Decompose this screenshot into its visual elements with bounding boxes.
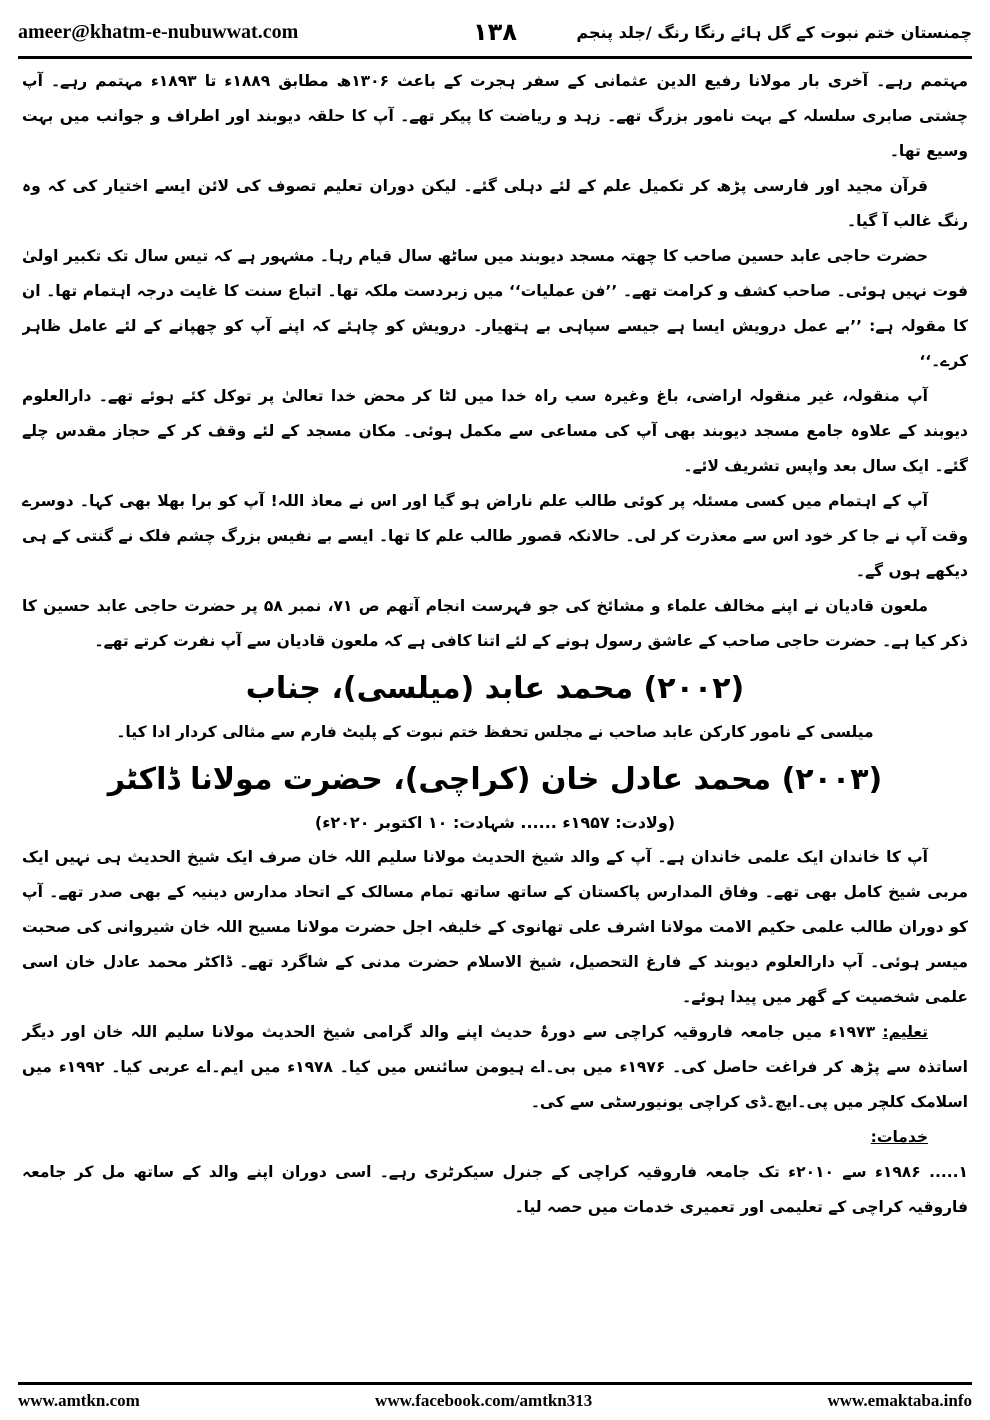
services-marker: ۱..... xyxy=(929,1163,968,1181)
footer-link-facebook: www.facebook.com/amtkn313 xyxy=(375,1391,593,1410)
services-paragraph xyxy=(22,1155,968,1225)
education-paragraph xyxy=(22,1015,968,1120)
paragraph: ملعون قادیان نے اپنے مخالف علماء و مشائخ کی جو فہرست انجام آتھم ص ۷۱، نمبر ۵۸ پر حضرت حاجی عابد حسین کا ذکر کیا ہے۔ حضرت حاجی صاحب کے عاشق رسول ہونے کے لئے اتنا کافی ہے کہ ملعون قادیان سے آپ نفرت کرتے تھے۔ xyxy=(22,597,968,650)
footer-rule xyxy=(18,1382,972,1385)
paragraph: حضرت حاجی عابد حسین صاحب کا چھتہ مسجد دیوبند میں ساٹھ سال قیام رہا۔ مشہور ہے کہ تیس سال تک تکبیر اولیٰ فوت نہیں ہوئی۔ صاحب کشف و کرامت تھے۔ ’’فن عملیات‘‘ میں زبردست ملکہ تھا۔ اتباع سنت کا غایت درجہ اہتمام تھا۔ ان کا مقولہ ہے: ’’بے عمل درویش ایسا ہے جیسے سپاہی بے ہتھیار۔ درویش کو چاہئے کہ اپنے آپ کو چھپانے کے لئے عامل ظاہر کرے۔‘‘ xyxy=(22,247,968,370)
services-heading-line xyxy=(22,1120,968,1155)
services-text: ۱۹۸۶ء سے ۲۰۱۰ء تک جامعہ فاروقیہ کراچی کے جنرل سیکرٹری رہے۔ اسی دوران اپنے والد کے ساتھ مل کر جامعہ فاروقیہ کراچی کے تعلیمی اور تعمیری خدمات میں حصہ لیا۔ xyxy=(22,1163,968,1216)
book-title: چمنستان ختم نبوت کے گل ہائے رنگا رنگ /جلد پنجم xyxy=(576,22,972,42)
footer-link-amtkn: www.amtkn.com xyxy=(18,1391,140,1410)
entry-heading-2003: (۲۰۰۳) محمد عادل خان (کراچی)، حضرت مولانا ڈاکٹر xyxy=(107,762,883,797)
paragraph: مہتمم رہے۔ آخری بار مولانا رفیع الدین عثمانی کے سفر ہجرت کے باعث ۱۳۰۶ھ مطابق ۱۸۸۹ء تا ۱۸۹۳ء مہتمم رہے۔ آپ چشتی صابری سلسلہ کے بہت نامور بزرگ تھے۔ زہد و ریاضت کا پیکر تھے۔ آپ کا حلقہ دیوبند اور اطراف و جوانب میں بہت وسیع تھا۔ xyxy=(22,72,968,160)
footer-link-emaktaba: www.emaktaba.info xyxy=(827,1391,972,1410)
page-number: ۱۳۸ xyxy=(473,18,517,46)
entry-2003-intro: آپ کا خاندان ایک علمی خاندان ہے۔ آپ کے والد شیخ الحدیث مولانا سلیم اللہ خان صرف ایک شیخ الحدیث ہی نہیں ایک مربی شیخ کامل بھی تھے۔ وفاق المدارس پاکستان کے ساتھ ساتھ تمام مسالک کے اتحاد مدارس دینیہ کے بھی صدر تھے۔ آپ کو دوران طالب علمی حکیم الامت مولانا اشرف علی تھانوی کے خلیفہ اجل حضرت مولانا مسیح اللہ خان شیروانی کی صحبت میسر ہوئی۔ آپ دارالعلوم دیوبند کے فارغ التحصیل، شیخ الاسلام حضرت مدنی کے شاگرد تھے۔ ڈاکٹر محمد عادل خان اسی علمی شخصیت کے گھر میں پیدا ہوئے۔ xyxy=(22,848,968,1006)
entry-2003-dates: (ولادت: ۱۹۵۷ء ...... شہادت: ۱۰ اکتوبر ۲۰۲۰ء) xyxy=(314,813,676,832)
paragraph: آپ منقولہ، غیر منقولہ اراضی، باغ وغیرہ سب راہ خدا میں لٹا کر محض خدا تعالیٰ پر توکل کئے ہوئے تھے۔ دارالعلوم دیوبند کے علاوہ جامع مسجد دیوبند بھی آپ کی مساعی سے مکمل ہوئی۔ مکان مسجد کے لئے وقف کر کے حجاز مقدس چلے گئے۔ ایک سال بعد واپس تشریف لائے۔ xyxy=(22,387,968,475)
page-footer xyxy=(18,1388,972,1414)
header-email: ameer@khatm-e-nubuwwat.com xyxy=(18,20,299,43)
services-label: خدمات: xyxy=(870,1128,928,1146)
entry-2002-text: میلسی کے نامور کارکن عابد صاحب نے مجلس تحفظ ختم نبوت کے پلیٹ فارم سے مثالی کردار ادا کیا۔ xyxy=(116,723,874,741)
education-text: ۱۹۷۳ء میں جامعہ فاروقیہ کراچی سے دورۂ حدیث اپنے والد گرامی شیخ الحدیث مولانا سلیم اللہ خان اور دیگر اساتذہ سے پڑھ کر فراغت حاصل کی۔ ۱۹۷۶ء میں بی۔اے ہیومن سائنس میں کیا۔ ۱۹۷۸ء میں ایم۔اے عربی کیا۔ ۱۹۹۲ء میں اسلامک کلچر میں پی۔ایچ۔ڈی کراچی یونیورسٹی سے کی۔ xyxy=(22,1023,968,1111)
page-header xyxy=(18,14,972,50)
paragraph: قرآن مجید اور فارسی پڑھ کر تکمیل علم کے لئے دہلی گئے۔ لیکن دوران تعلیم تصوف کی لائن ایسے اختیار کی کہ وہ رنگ غالب آ گیا۔ xyxy=(22,177,968,230)
paragraph: آپ کے اہتمام میں کسی مسئلہ پر کوئی طالب علم ناراض ہو گیا اور اس نے معاذ اللہ! آپ کو برا بھلا بھی کہا۔ دوسرے وقت آپ نے جا کر خود اس سے معذرت کر لی۔ حالانکہ قصور طالب علم کا تھا۔ ایسے بے نفیس بزرگ چشم فلک نے گنتی کے ہی دیکھے ہوں گے۔ xyxy=(22,492,968,580)
education-label: تعلیم: xyxy=(882,1023,928,1041)
header-rule xyxy=(18,56,972,59)
page-content xyxy=(22,64,968,1376)
entry-heading-2002: (۲۰۰۲) محمد عابد (میلسی)، جناب xyxy=(245,671,745,706)
